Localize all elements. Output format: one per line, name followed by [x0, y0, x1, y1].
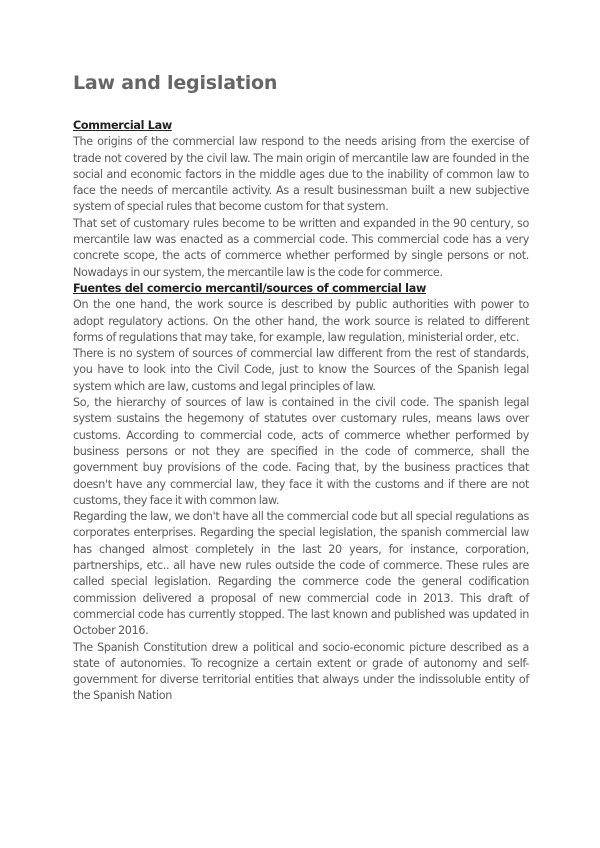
section-sources-of-commercial-law: [73, 281, 529, 705]
paragraph: There is no system of sources of commercial law different from the rest of standards, you have to look into the Civil Code, just to know the Sources of the Spanish legal system which are law, customs and legal principles of law.: [73, 347, 529, 393]
paragraph: That set of customary rules become to be written and expanded in the 90 century, so mercantile law was enacted as a commercial code. This commercial code has a very concrete scope, the acts of commerce whether performed by single persons or not. Nowadays in our system, the mercantile law is the code for commerce.: [73, 216, 529, 279]
document-page: [73, 70, 529, 705]
paragraph: The Spanish Constitution drew a political and socio-economic picture described as a state of autonomies. To recognize a certain extent or grade of autonomy and self-government for diverse territorial entities that always under the indissoluble entity of the Spanish Nation: [73, 640, 529, 703]
section-heading: Fuentes del comercio mercantil/sources of commercial law: [73, 281, 427, 295]
paragraph: Regarding the law, we don't have all the commercial code but all special regulations as corporates enterprises. Regarding the special legislation, the spanish commercial law has changed almost completely in the last 20 years, for instance, corporation, partnerships, etc.. all have new rules outside the code of commerce. These rules are called special legislation. Regarding the commerce code the general codification commission delivered a proposal of new commercial code in 2013. This draft of commercial code has currently stopped. The last known and published was updated in October 2016.: [73, 510, 529, 638]
document-title: Law and legislation: [73, 72, 278, 94]
paragraph: On the one hand, the work source is described by public authorities with power to adopt regulatory actions. On the other hand, the work source is related to different forms of regulations that may take, for example, law regulation, ministerial order, etc.: [73, 298, 529, 344]
section-heading: Commercial Law: [73, 119, 172, 132]
section-commercial-law: [73, 118, 529, 281]
paragraph: So, the hierarchy of sources of law is contained in the civil code. The spanish legal system sustains the hegemony of statutes over customary rules, means laws over customs. According to commercial code, acts of commerce whether performed by business persons or not they are specified in the code of commerce, shall the government buy provisions of the code. Facing that, by the business practices that doesn't have any commercial law, they face it with the customs and if there are not customs, they face it with common law.: [73, 396, 529, 507]
paragraph: The origins of the commercial law respond to the needs arising from the exercise of trade not covered by the civil law. The main origin of mercantile law are founded in the social and economic factors in the middle ages due to the inability of common law to face the needs of mercantile activity. As a result businessman built a new subjective system of special rules that become custom for that system.: [73, 135, 529, 214]
